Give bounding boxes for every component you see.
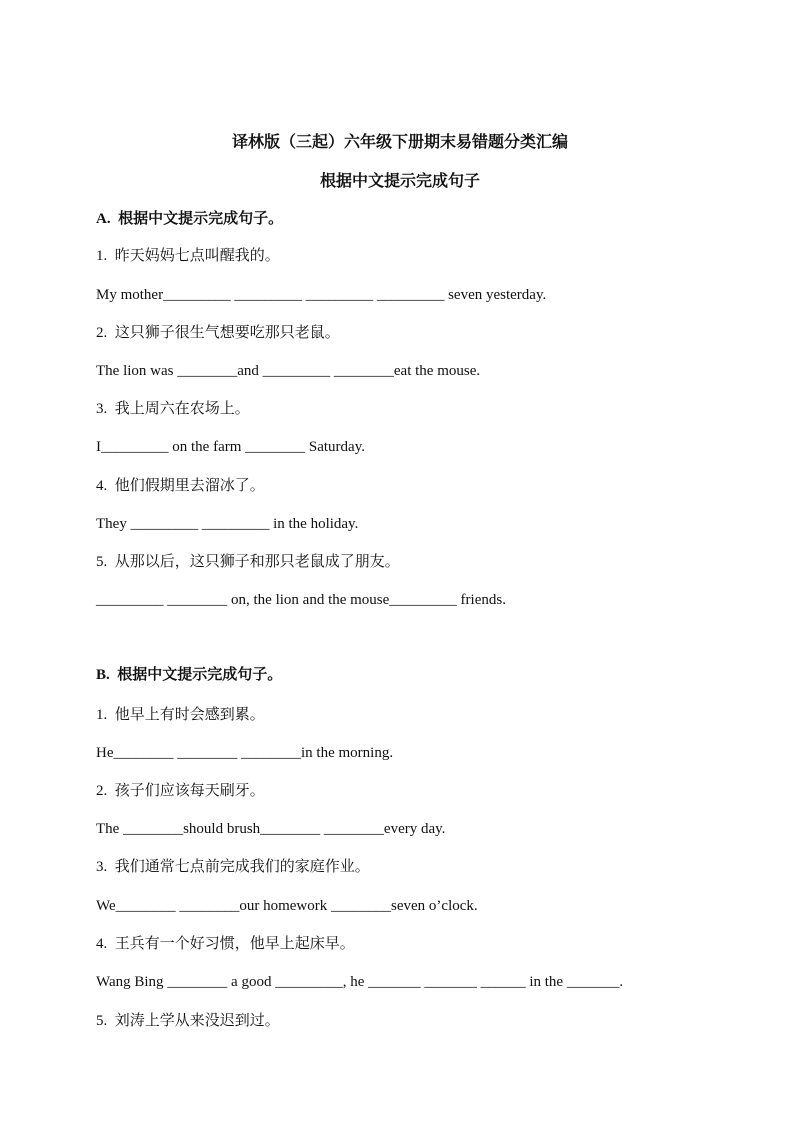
question-a1-english: My mother_________ _________ _________ _________ seven yesterday. <box>96 287 547 303</box>
question-a3-chinese: 3. 我上周六在农场上。 <box>96 401 250 417</box>
section-a-heading: A. 根据中文提示完成句子。 <box>96 211 284 227</box>
question-b2-chinese: 2. 孩子们应该每天刷牙。 <box>96 783 265 799</box>
question-a5-english: _________ ________ on, the lion and the mouse_________ friends. <box>96 592 506 608</box>
question-b3-chinese: 3. 我们通常七点前完成我们的家庭作业。 <box>96 859 370 875</box>
question-b4-chinese: 4. 王兵有一个好习惯，他早上起床早。 <box>96 936 355 952</box>
question-b1-english: He________ ________ ________in the morning. <box>96 745 394 761</box>
question-a4-english: They _________ _________ in the holiday. <box>96 516 359 532</box>
question-b3-english: We________ ________our homework ________seven o’clock. <box>96 898 478 914</box>
question-b1-chinese: 1. 他早上有时会感到累。 <box>96 707 265 723</box>
question-a4-chinese: 4. 他们假期里去溜冰了。 <box>96 478 265 494</box>
question-a1-chinese: 1. 昨天妈妈七点叫醒我的。 <box>96 248 280 264</box>
document-title: 译林版（三起）六年级下册期末易错题分类汇编 <box>231 134 568 151</box>
question-b5-chinese: 5. 刘涛上学从来没迟到过。 <box>96 1013 280 1029</box>
question-a5-chinese: 5. 从那以后，这只狮子和那只老鼠成了朋友。 <box>96 554 400 570</box>
document-subtitle: 根据中文提示完成句子 <box>319 173 480 190</box>
question-b2-english: The ________should brush________ ________every day. <box>96 821 446 837</box>
question-b4-english: Wang Bing ________ a good _________, he _______ _______ ______ in the _______. <box>96 974 624 990</box>
question-a2-english: The lion was ________and _________ ________eat the mouse. <box>96 363 481 379</box>
question-a2-chinese: 2. 这只狮子很生气想要吃那只老鼠。 <box>96 325 340 341</box>
section-b-heading: B. 根据中文提示完成句子。 <box>96 667 283 683</box>
question-a3-english: I_________ on the farm ________ Saturday. <box>96 439 365 455</box>
